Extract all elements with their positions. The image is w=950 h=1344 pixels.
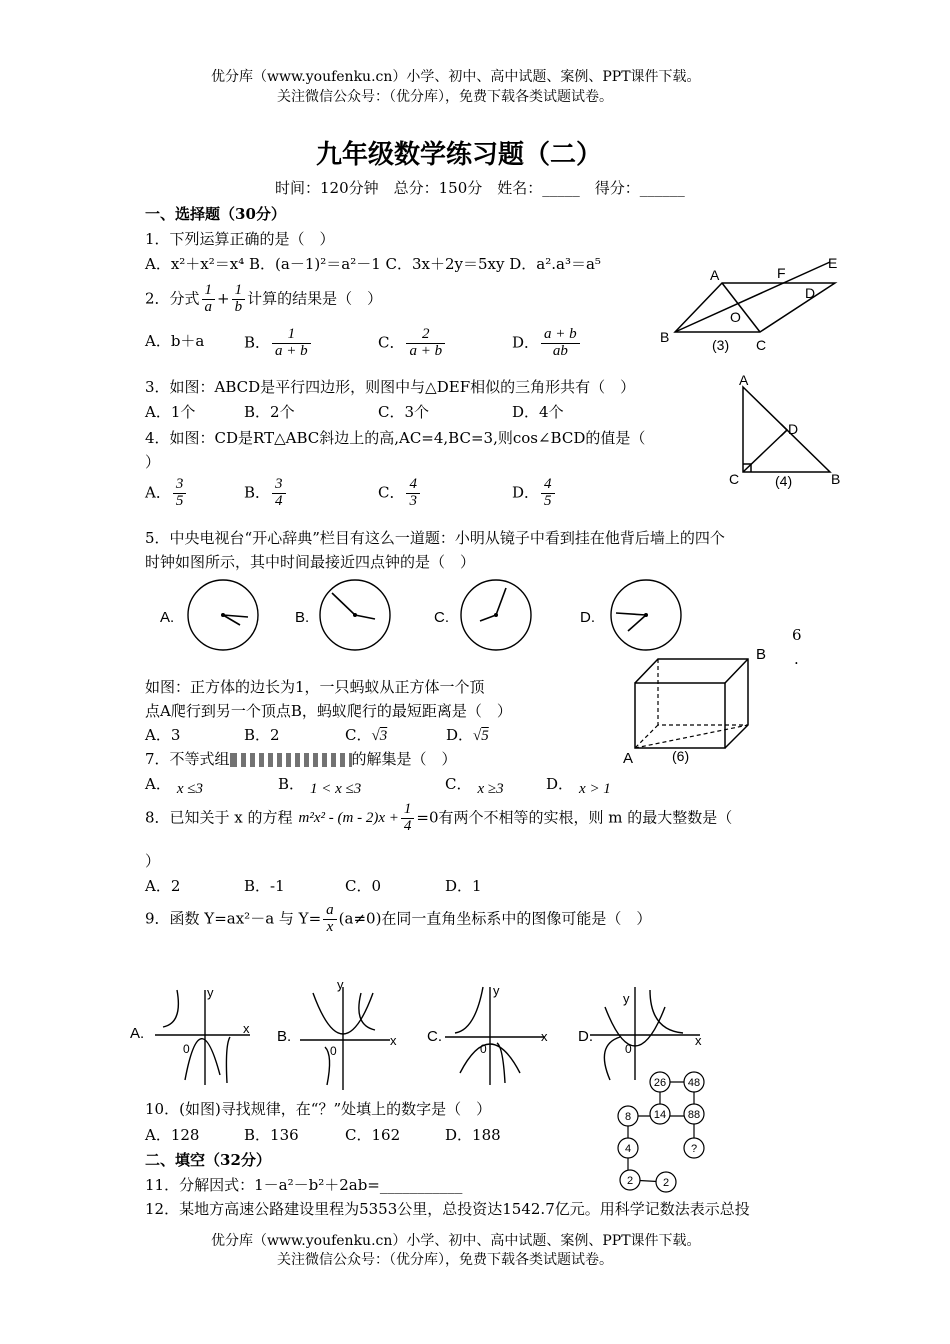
q10-stem: 10．(如图)寻找规律，在“？”处填上的数字是（ ） <box>145 1100 492 1118</box>
clock-label-c: C. <box>434 609 449 626</box>
graph-label-c: C. <box>427 1028 442 1045</box>
node-48: 48 <box>687 1077 701 1089</box>
q3-option-d: D．4个 <box>512 403 564 421</box>
page-title: 九年级数学练习题（二） <box>316 140 603 170</box>
q2-option-c: C． $\frac{2}{a + b}$ <box>378 327 447 360</box>
q4-option-b: B． $\frac{3}{4}$ <box>244 477 288 510</box>
graph-b-x-label: x <box>390 1033 397 1048</box>
figure-10-pattern <box>610 1068 720 1194</box>
q6-stem-line-1: 如图：正方体的边长为1，一只蚂蚁从正方体一个顶 <box>145 678 485 696</box>
fig3-label-o: O <box>730 309 741 325</box>
fig4-caption: (4) <box>775 473 793 489</box>
graph-a-y-label: y <box>207 985 214 1000</box>
node-4: 4 <box>624 1143 632 1155</box>
graph-c-origin: 0 <box>480 1042 487 1056</box>
q7-option-a: A． x ≤3 <box>145 775 203 797</box>
graph-c-x-label: x <box>541 1029 548 1044</box>
q6-option-a: A．3 <box>145 726 181 744</box>
q4-option-a: A． $\frac{3}{5}$ <box>145 477 188 510</box>
q10-option-a: A．128 <box>145 1126 200 1144</box>
fig3-label-b: B <box>660 329 670 345</box>
q3-option-c: C．3个 <box>378 403 430 421</box>
fig6-caption: (6) <box>672 748 690 764</box>
q3-option-a: A．1个 <box>145 403 196 421</box>
graph-label-d: D. <box>578 1028 593 1045</box>
figure-6-cube <box>620 643 780 768</box>
header-line-1: 优分库（www.youfenku.cn）小学、初中、高中试题、案例、PPT课件下载。 <box>211 69 701 85</box>
section-2-heading: 二、填空（32分） <box>145 1151 271 1169</box>
q2-stem <box>145 283 382 316</box>
clock-label-a: A. <box>160 609 175 626</box>
graph-d-y-label: y <box>623 991 630 1006</box>
q3-option-b: B．2个 <box>244 403 295 421</box>
q7-option-d: D． x > 1 <box>546 775 611 797</box>
q2-post: 计算的结果是（ ） <box>247 289 383 308</box>
q8-stem: 8．已知关于 x 的方程 m²x² - (m - 2)x + $\frac{1}{4}$ =0有两个不相等的实根，则 m 的最大整数是（ <box>145 801 733 834</box>
graph-a-origin: 0 <box>183 1042 190 1056</box>
figure-4-right-triangle <box>725 372 850 492</box>
q2-plus: + <box>217 289 230 308</box>
graph-d-x-label: x <box>695 1033 702 1048</box>
q4-stem: 4．如图：CD是RT△ABC斜边上的高,AC=4,BC=3,则cos∠BCD的值是（ <box>145 429 646 447</box>
q12: 12．某地方高速公路建设里程为5353公里，总投资达1542.7亿元。用科学记数法表示总投 <box>145 1200 750 1218</box>
graph-d-origin: 0 <box>625 1042 632 1056</box>
footer-line-1: 优分库（www.youfenku.cn）小学、初中、高中试题、案例、PPT课件下载。 <box>211 1233 701 1249</box>
q10-option-d: D．188 <box>445 1126 501 1144</box>
node-8: 8 <box>624 1111 632 1123</box>
graph-b-y-label: y <box>337 977 344 992</box>
q9-stem: 9．函数 Y=ax²－a 与 Y= $\frac{a}{x}$ (a≠0)在同一直角坐标系中的图像可能是（ ） <box>145 902 652 935</box>
fig3-label-a: A <box>710 267 720 283</box>
q11: 11．分解因式：1－a²－b²＋2ab=___________ <box>145 1176 463 1194</box>
q2-option-b: B． $\frac{1}{a + b}$ <box>244 327 313 360</box>
q7-option-b: B． 1 < x ≤3 <box>278 775 362 797</box>
q6-number: 6 <box>792 626 802 644</box>
q8-option-c: C．0 <box>345 877 382 895</box>
node-2a: 2 <box>626 1175 634 1187</box>
q2-pre: 2．分式 <box>145 289 200 308</box>
graph-b-origin: 0 <box>330 1044 337 1058</box>
fig3-label-c: C <box>756 337 767 353</box>
q2-option-d: D． $\frac{a + b}{ab}$ <box>512 327 582 360</box>
q6-option-c: C．√3 <box>345 726 388 744</box>
q8-option-a: A．2 <box>145 877 181 895</box>
figure-3-parallelogram <box>650 250 845 360</box>
q1-stem: 1．下列运算正确的是（ ） <box>145 230 335 248</box>
graph-label-b: B. <box>277 1028 292 1045</box>
q8-stem-cont: ） <box>145 852 161 870</box>
q4-option-c: C． $\frac{4}{3}$ <box>378 477 422 510</box>
q4-stem-cont: ） <box>145 453 161 471</box>
section-1-heading: 一、选择题（30分） <box>145 205 286 223</box>
clock-label-b: B. <box>295 609 310 626</box>
q7-option-c: C． x ≥3 <box>445 775 504 797</box>
q5-clocks <box>150 575 690 660</box>
fig3-label-f: F <box>777 265 786 281</box>
q10-option-c: C．162 <box>345 1126 401 1144</box>
q5-stem-line-2: 时钟如图所示，其中时间最接近四点钟的是（ ） <box>145 553 476 571</box>
q7-inequality-system <box>230 753 352 767</box>
q8-option-d: D．1 <box>445 877 482 895</box>
fig4-label-d: D <box>788 421 799 437</box>
fig4-label-b: B <box>831 471 841 487</box>
q6-number-dot: . <box>794 650 799 668</box>
q2-option-a: A．b＋a <box>145 332 205 350</box>
node-26: 26 <box>653 1077 667 1089</box>
q2-frac-1: $\frac{1}{a}$ <box>202 283 216 316</box>
fig3-label-e: E <box>828 255 838 271</box>
q3-stem: 3．如图：ABCD是平行四边形，则图中与△DEF相似的三角形共有（ ） <box>145 378 636 396</box>
graph-a-x-label: x <box>243 1021 250 1036</box>
q7-stem: 7．不等式组 的解集是（ ） <box>145 750 457 768</box>
fig3-label-d: D <box>805 285 816 301</box>
fig6-label-b: B <box>756 646 767 663</box>
q10-option-b: B．136 <box>244 1126 299 1144</box>
q8-option-b: B．-1 <box>244 877 285 895</box>
graph-c-y-label: y <box>493 983 500 998</box>
node-14: 14 <box>653 1109 667 1121</box>
graph-label-a: A. <box>130 1025 145 1042</box>
fig4-label-a: A <box>739 372 749 388</box>
fig3-caption: (3) <box>712 337 730 353</box>
exam-info: 时间：120分钟 总分：150分 姓名：_____ 得分：______ <box>275 179 685 197</box>
fig6-label-a: A <box>623 750 634 767</box>
header-line-2: 关注微信公众号：（优分库），免费下载各类试题试卷。 <box>277 89 613 105</box>
node-88: 88 <box>687 1109 701 1121</box>
footer-line-2: 关注微信公众号：（优分库），免费下载各类试题试卷。 <box>277 1252 613 1268</box>
q6-option-d: D．√5 <box>446 726 489 744</box>
q6-option-b: B．2 <box>244 726 280 744</box>
fig4-label-c: C <box>729 471 740 487</box>
q5-stem-line-1: 5．中央电视台“开心辞典”栏目有这么一道题：小明从镜子中看到挂在他背后墙上的四个 <box>145 529 725 547</box>
node-2b: 2 <box>662 1177 670 1189</box>
q4-option-d: D． $\frac{4}{5}$ <box>512 477 557 510</box>
q2-frac-2: $\frac{1}{b}$ <box>232 283 246 316</box>
clock-label-d: D. <box>580 609 595 626</box>
q1-options: A．x²＋x²＝x⁴ B．(a－1)²＝a²－1 C．3x＋2y＝5xy D．a².a³＝a⁵ <box>145 255 601 273</box>
node-question: ? <box>690 1143 698 1155</box>
q6-stem-line-2: 点A爬行到另一个顶点B，蚂蚁爬行的最短距离是（ ） <box>145 702 512 720</box>
